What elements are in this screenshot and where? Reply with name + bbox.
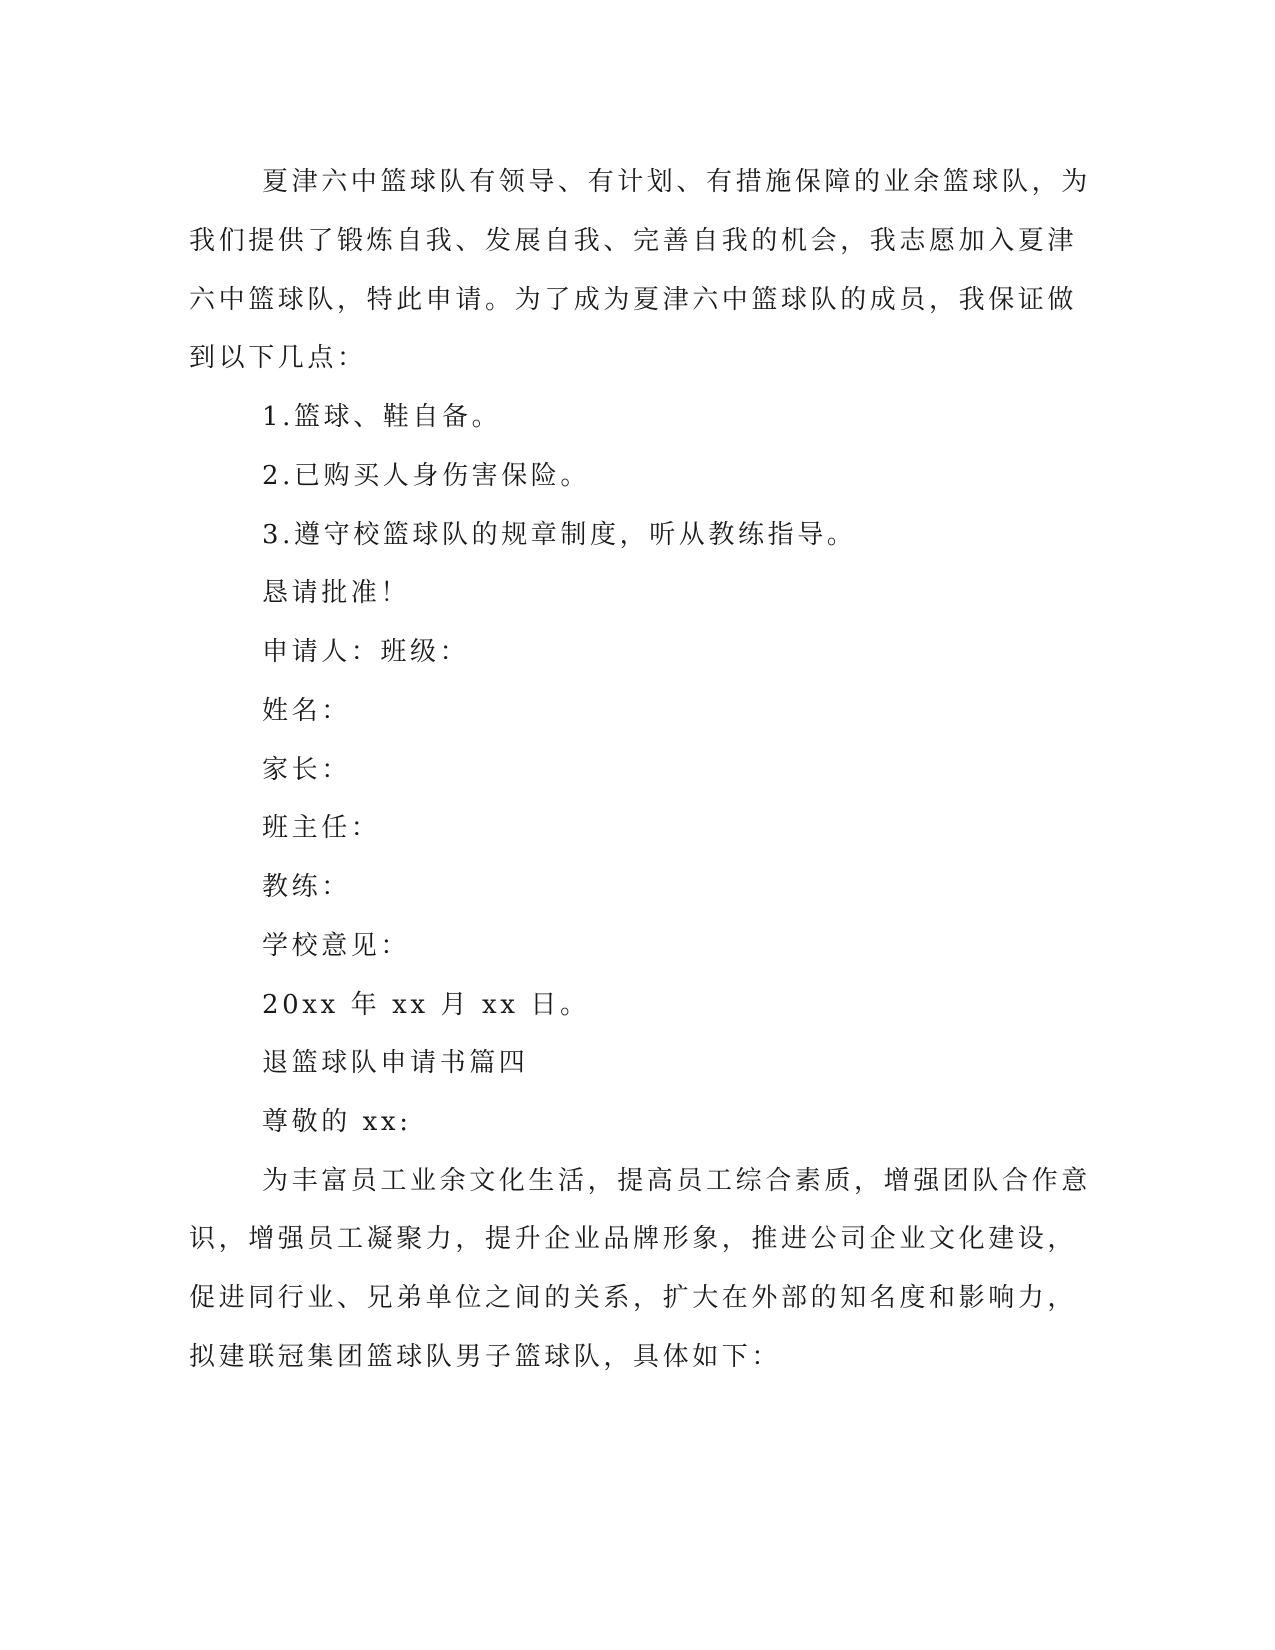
date-line: 20xx 年 xx 月 xx 日。	[262, 990, 590, 1020]
paragraph-intro-line-4: 到以下几点：	[189, 343, 367, 373]
name-line: 姓名：	[262, 696, 351, 726]
school-opinion-line: 学校意见：	[262, 931, 411, 961]
salutation: 尊敬的 xx:	[262, 1107, 412, 1137]
paragraph-proposal-line-3: 促进同行业、兄弟单位之间的关系，扩大在外部的知名度和影响力，	[189, 1283, 1078, 1313]
paragraph-proposal-line-4: 拟建联冠集团篮球队男子篮球队，具体如下：	[189, 1342, 782, 1372]
paragraph-intro-line-1: 夏津六中篮球队有领导、有计划、有措施保障的业余篮球队，为	[262, 167, 1091, 197]
list-item-1: 1.篮球、鞋自备。	[262, 402, 502, 432]
parent-line: 家长：	[262, 755, 351, 785]
applicant-class-line: 申请人：班级：	[262, 637, 470, 667]
closing-request: 恳请批准！	[262, 578, 411, 608]
paragraph-intro-line-2: 我们提供了锻炼自我、发展自我、完善自我的机会，我志愿加入夏津	[189, 226, 1078, 256]
paragraph-proposal-line-1: 为丰富员工业余文化生活，提高员工综合素质，增强团队合作意	[262, 1166, 1091, 1196]
list-item-2: 2.已购买人身伤害保险。	[262, 461, 591, 491]
list-item-3: 3.遵守校篮球队的规章制度，听从教练指导。	[262, 520, 857, 550]
head-teacher-line: 班主任：	[262, 813, 381, 843]
coach-line: 教练：	[262, 872, 351, 902]
section-heading: 退篮球队申请书篇四	[262, 1048, 529, 1078]
paragraph-proposal-line-2: 识，增强员工凝聚力，提升企业品牌形象，推进公司企业文化建设，	[189, 1224, 1078, 1254]
paragraph-intro-line-3: 六中篮球队，特此申请。为了成为夏津六中篮球队的成员，我保证做	[189, 285, 1078, 315]
